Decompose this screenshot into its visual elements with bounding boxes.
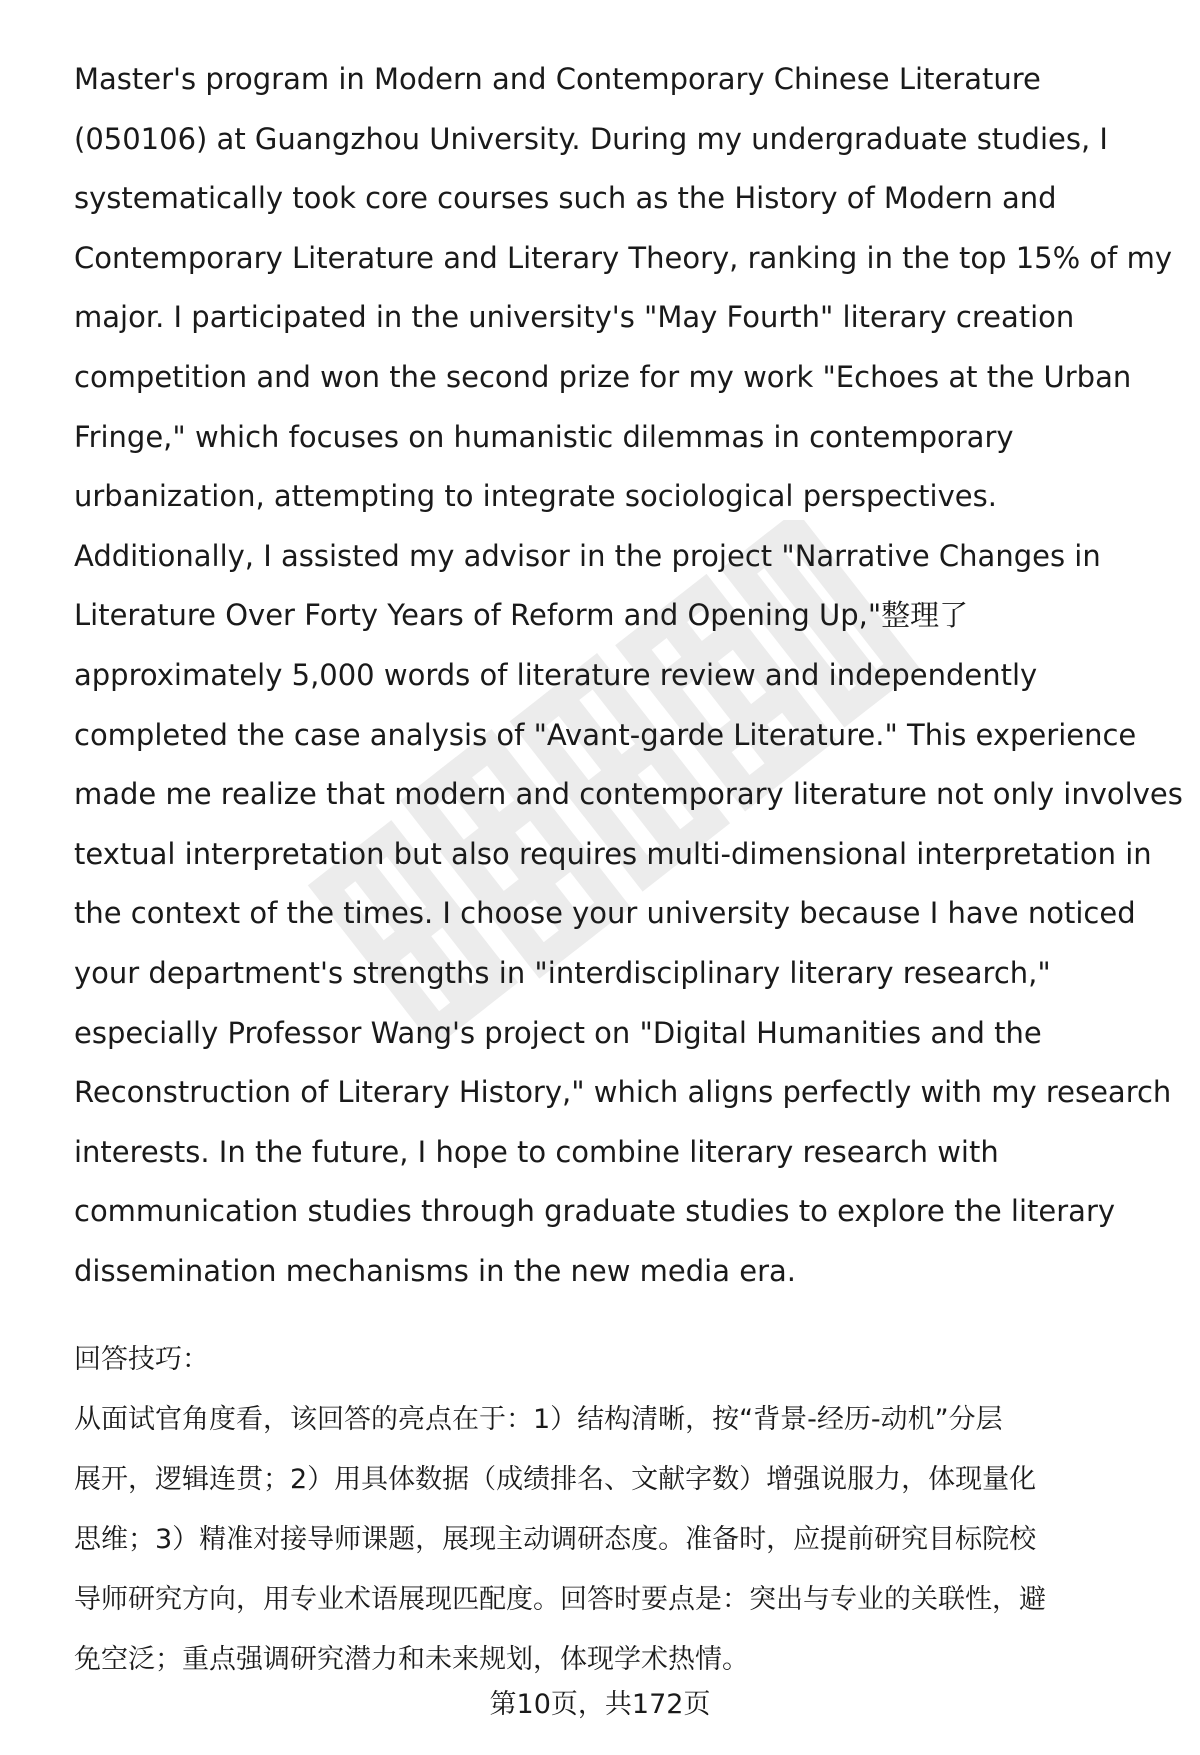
essay-line: systematically took core courses such as the History of Modern and (74, 181, 1057, 216)
essay-line: Contemporary Literature and Literary Theory, ranking in the top 15% of my (74, 240, 1172, 275)
essay-paragraph (74, 50, 1183, 1301)
tips-heading: 回答技巧： (74, 1344, 209, 1375)
essay-line: especially Professor Wang's project on "Digital Humanities and the (74, 1015, 1042, 1050)
page-number-footer: 第10页，共172页 (489, 1689, 711, 1720)
essay-line: completed the case analysis of "Avant-garde Literature." This experience (74, 717, 1137, 752)
essay-line: urbanization, attempting to integrate sociological perspectives. (74, 479, 997, 514)
essay-line: Reconstruction of Literary History," which aligns perfectly with my research (74, 1075, 1172, 1110)
tips-line: 导师研究方向，用专业术语展现匹配度。回答时要点是：突出与专业的关联性，避 (74, 1584, 1046, 1615)
essay-line: Literature Over Forty Years of Reform and Opening Up,"整理了 (74, 598, 969, 633)
tips-line: 从面试官角度看，该回答的亮点在于：1）结构清晰，按“背景-经历-动机”分层 (74, 1404, 1003, 1435)
essay-line: Additionally, I assisted my advisor in the project "Narrative Changes in (74, 538, 1101, 573)
tips-line: 思维；3）精准对接导师课题，展现主动调研态度。准备时，应提前研究目标院校 (74, 1524, 1037, 1555)
tips-line: 展开，逻辑连贯；2）用具体数据（成绩排名、文献字数）增强说服力，体现量化 (74, 1464, 1037, 1495)
essay-line: made me realize that modern and contemporary literature not only involves (74, 777, 1183, 812)
essay-body (74, 50, 1183, 1301)
essay-line: dissemination mechanisms in the new media era. (74, 1253, 796, 1288)
essay-line: major. I participated in the university's "May Fourth" literary creation (74, 300, 1075, 335)
essay-line: interests. In the future, I hope to combine literary research with (74, 1134, 999, 1169)
essay-line: approximately 5,000 words of literature review and independently (74, 657, 1038, 692)
essay-line: your department's strengths in "interdisciplinary literary research," (74, 955, 1051, 990)
essay-line: Fringe," which focuses on humanistic dilemmas in contemporary (74, 419, 1014, 454)
essay-line: competition and won the second prize for my work "Echoes at the Urban (74, 359, 1132, 394)
tips-line: 免空泛；重点强调研究潜力和未来规划，体现学术热情。 (74, 1644, 749, 1675)
essay-line: (050106) at Guangzhou University. During my undergraduate studies, I (74, 121, 1108, 156)
essay-line: Master's program in Modern and Contemporary Chinese Literature (74, 62, 1041, 96)
essay-line: communication studies through graduate studies to explore the literary (74, 1194, 1116, 1229)
essay-line: textual interpretation but also requires multi-dimensional interpretation in (74, 836, 1152, 871)
tips-body (74, 1390, 1164, 1690)
essay-line: the context of the times. I choose your university because I have noticed (74, 896, 1136, 931)
